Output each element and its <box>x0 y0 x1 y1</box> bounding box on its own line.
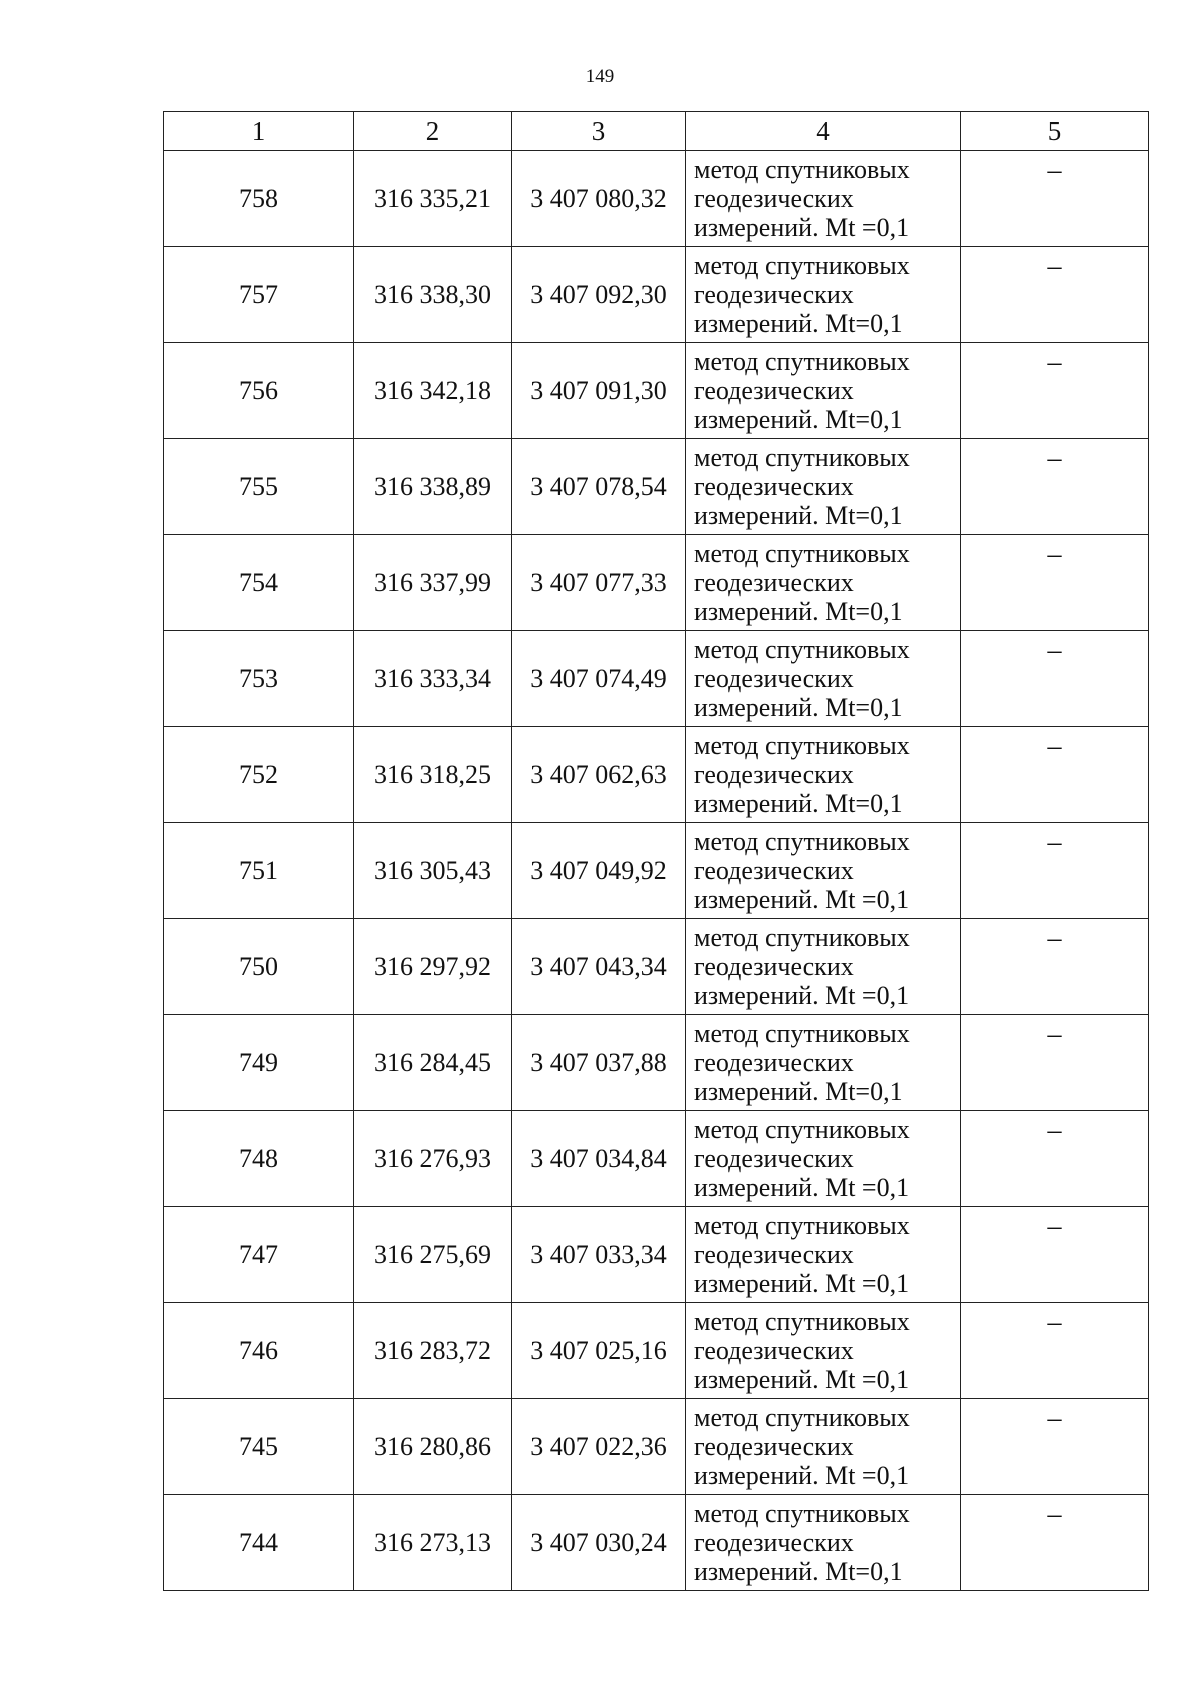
y-coordinate-cell: 3 407 030,24 <box>512 1495 686 1591</box>
x-coordinate-cell: 316 273,13 <box>354 1495 512 1591</box>
column-5-cell: – <box>961 247 1149 343</box>
method-line: геодезических <box>694 1336 854 1365</box>
method-line: измерений. Mt=0,1 <box>694 789 903 818</box>
y-coordinate-cell: 3 407 033,34 <box>512 1207 686 1303</box>
table-row <box>164 1303 1149 1399</box>
method-cell <box>686 343 961 439</box>
point-number-cell: 748 <box>164 1111 354 1207</box>
table-row <box>164 343 1149 439</box>
method-line: метод спутниковых <box>694 635 910 664</box>
method-line: метод спутниковых <box>694 539 910 568</box>
x-coordinate-cell: 316 318,25 <box>354 727 512 823</box>
page-number: 149 <box>585 66 615 87</box>
table-row <box>164 151 1149 247</box>
point-number-cell: 754 <box>164 535 354 631</box>
column-5-cell: – <box>961 1015 1149 1111</box>
table-row <box>164 1399 1149 1495</box>
header-col-5: 5 <box>961 112 1149 151</box>
y-coordinate-cell: 3 407 074,49 <box>512 631 686 727</box>
x-coordinate-cell: 316 338,30 <box>354 247 512 343</box>
point-number-cell: 750 <box>164 919 354 1015</box>
column-5-cell: – <box>961 439 1149 535</box>
method-line: геодезических <box>694 280 854 309</box>
method-line: измерений. Mt =0,1 <box>694 1461 910 1490</box>
x-coordinate-cell: 316 333,34 <box>354 631 512 727</box>
column-5-cell: – <box>961 1303 1149 1399</box>
method-line: метод спутниковых <box>694 1307 910 1336</box>
method-line: измерений. Mt=0,1 <box>694 501 903 530</box>
method-cell <box>686 247 961 343</box>
column-5-cell: – <box>961 343 1149 439</box>
y-coordinate-cell: 3 407 092,30 <box>512 247 686 343</box>
table-row <box>164 247 1149 343</box>
point-number-cell: 751 <box>164 823 354 919</box>
method-cell <box>686 1015 961 1111</box>
y-coordinate-cell: 3 407 025,16 <box>512 1303 686 1399</box>
method-line: геодезических <box>694 1240 854 1269</box>
method-cell <box>686 823 961 919</box>
header-row <box>164 112 1149 151</box>
y-coordinate-cell: 3 407 037,88 <box>512 1015 686 1111</box>
table-row <box>164 631 1149 727</box>
point-number-cell: 756 <box>164 343 354 439</box>
method-line: метод спутниковых <box>694 731 910 760</box>
method-line: метод спутниковых <box>694 155 910 184</box>
method-line: геодезических <box>694 760 854 789</box>
method-cell <box>686 1399 961 1495</box>
point-number-cell: 757 <box>164 247 354 343</box>
method-cell <box>686 439 961 535</box>
x-coordinate-cell: 316 337,99 <box>354 535 512 631</box>
column-5-cell: – <box>961 727 1149 823</box>
method-line: измерений. Mt =0,1 <box>694 1269 910 1298</box>
method-line: геодезических <box>694 1432 854 1461</box>
method-line: метод спутниковых <box>694 1115 910 1144</box>
method-line: измерений. Mt =0,1 <box>694 213 910 242</box>
x-coordinate-cell: 316 276,93 <box>354 1111 512 1207</box>
y-coordinate-cell: 3 407 022,36 <box>512 1399 686 1495</box>
column-5-cell: – <box>961 1495 1149 1591</box>
method-line: геодезических <box>694 664 854 693</box>
method-cell <box>686 535 961 631</box>
x-coordinate-cell: 316 305,43 <box>354 823 512 919</box>
method-line: метод спутниковых <box>694 1019 910 1048</box>
table-row <box>164 535 1149 631</box>
method-line: измерений. Mt=0,1 <box>694 405 903 434</box>
x-coordinate-cell: 316 335,21 <box>354 151 512 247</box>
method-line: геодезических <box>694 568 854 597</box>
y-coordinate-cell: 3 407 043,34 <box>512 919 686 1015</box>
table-row <box>164 727 1149 823</box>
method-line: измерений. Mt=0,1 <box>694 1077 903 1106</box>
y-coordinate-cell: 3 407 062,63 <box>512 727 686 823</box>
x-coordinate-cell: 316 342,18 <box>354 343 512 439</box>
method-line: метод спутниковых <box>694 827 910 856</box>
y-coordinate-cell: 3 407 078,54 <box>512 439 686 535</box>
x-coordinate-cell: 316 297,92 <box>354 919 512 1015</box>
method-line: метод спутниковых <box>694 1499 910 1528</box>
method-line: измерений. Mt =0,1 <box>694 885 910 914</box>
method-line: геодезических <box>694 952 854 981</box>
y-coordinate-cell: 3 407 034,84 <box>512 1111 686 1207</box>
point-number-cell: 752 <box>164 727 354 823</box>
method-cell <box>686 1495 961 1591</box>
method-line: геодезических <box>694 1048 854 1077</box>
method-line: измерений. Mt=0,1 <box>694 597 903 626</box>
method-line: метод спутниковых <box>694 347 910 376</box>
x-coordinate-cell: 316 338,89 <box>354 439 512 535</box>
column-5-cell: – <box>961 631 1149 727</box>
y-coordinate-cell: 3 407 049,92 <box>512 823 686 919</box>
table-row <box>164 439 1149 535</box>
method-line: геодезических <box>694 472 854 501</box>
point-number-cell: 747 <box>164 1207 354 1303</box>
point-number-cell: 749 <box>164 1015 354 1111</box>
method-cell <box>686 631 961 727</box>
column-5-cell: – <box>961 1207 1149 1303</box>
point-number-cell: 746 <box>164 1303 354 1399</box>
table-row <box>164 823 1149 919</box>
column-5-cell: – <box>961 1111 1149 1207</box>
table-row <box>164 1015 1149 1111</box>
y-coordinate-cell: 3 407 080,32 <box>512 151 686 247</box>
table-body <box>164 151 1149 1591</box>
header-col-3: 3 <box>512 112 686 151</box>
method-line: измерений. Mt=0,1 <box>694 1557 903 1586</box>
table-row <box>164 1207 1149 1303</box>
method-line: измерений. Mt =0,1 <box>694 981 910 1010</box>
x-coordinate-cell: 316 280,86 <box>354 1399 512 1495</box>
method-cell <box>686 727 961 823</box>
table-row <box>164 1495 1149 1591</box>
method-line: геодезических <box>694 184 854 213</box>
table-row <box>164 919 1149 1015</box>
method-line: геодезических <box>694 1528 854 1557</box>
method-line: метод спутниковых <box>694 1403 910 1432</box>
header-col-1: 1 <box>164 112 354 151</box>
x-coordinate-cell: 316 284,45 <box>354 1015 512 1111</box>
table-row <box>164 1111 1149 1207</box>
header-col-2: 2 <box>354 112 512 151</box>
y-coordinate-cell: 3 407 091,30 <box>512 343 686 439</box>
header-col-4: 4 <box>686 112 961 151</box>
method-line: геодезических <box>694 376 854 405</box>
point-number-cell: 744 <box>164 1495 354 1591</box>
method-line: метод спутниковых <box>694 251 910 280</box>
method-cell <box>686 1111 961 1207</box>
point-number-cell: 755 <box>164 439 354 535</box>
point-number-cell: 745 <box>164 1399 354 1495</box>
column-5-cell: – <box>961 151 1149 247</box>
method-cell <box>686 1303 961 1399</box>
method-line: измерений. Mt=0,1 <box>694 309 903 338</box>
column-5-cell: – <box>961 919 1149 1015</box>
y-coordinate-cell: 3 407 077,33 <box>512 535 686 631</box>
coordinates-table <box>163 111 1149 1591</box>
method-line: геодезических <box>694 856 854 885</box>
method-line: метод спутниковых <box>694 1211 910 1240</box>
method-line: измерений. Mt =0,1 <box>694 1173 910 1202</box>
method-cell <box>686 1207 961 1303</box>
table-header <box>164 112 1149 151</box>
method-line: метод спутниковых <box>694 443 910 472</box>
column-5-cell: – <box>961 1399 1149 1495</box>
method-line: измерений. Mt=0,1 <box>694 693 903 722</box>
method-line: измерений. Mt =0,1 <box>694 1365 910 1394</box>
x-coordinate-cell: 316 283,72 <box>354 1303 512 1399</box>
method-line: метод спутниковых <box>694 923 910 952</box>
column-5-cell: – <box>961 823 1149 919</box>
point-number-cell: 753 <box>164 631 354 727</box>
column-5-cell: – <box>961 535 1149 631</box>
method-line: геодезических <box>694 1144 854 1173</box>
point-number-cell: 758 <box>164 151 354 247</box>
method-cell <box>686 151 961 247</box>
x-coordinate-cell: 316 275,69 <box>354 1207 512 1303</box>
method-cell <box>686 919 961 1015</box>
